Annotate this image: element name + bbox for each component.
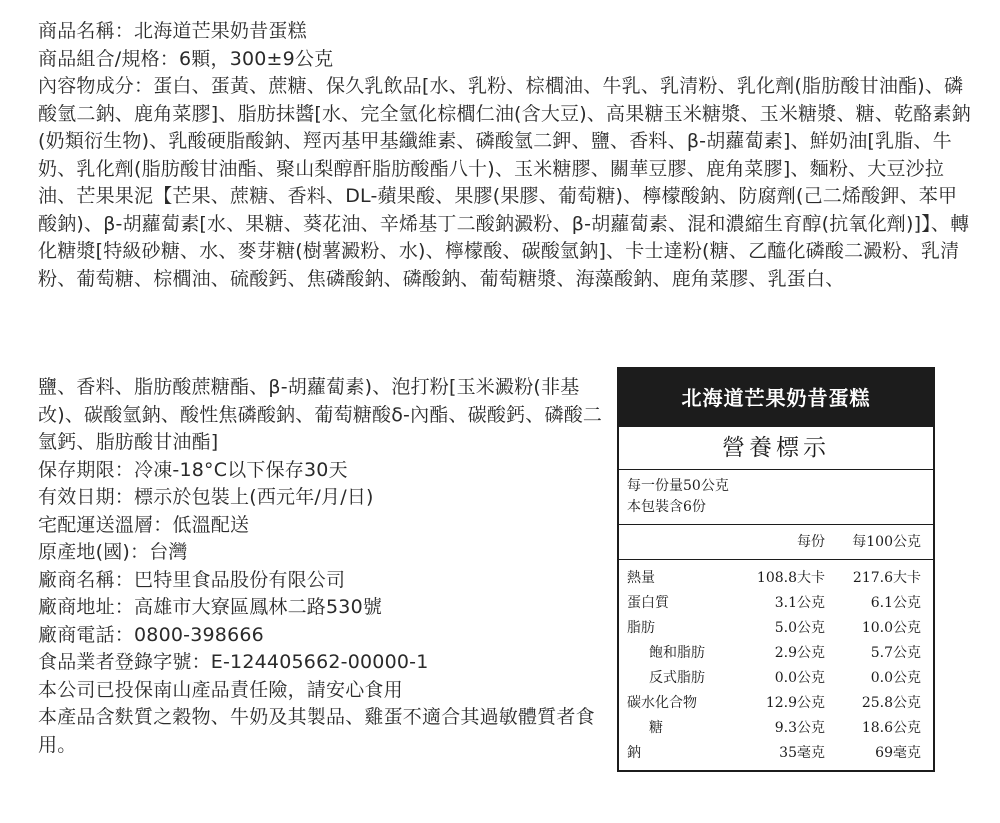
nutrient-per-100g: 25.8公克	[861, 695, 921, 711]
nutrition-row-calories	[619, 566, 933, 591]
servings-per-pack: 本包裝含6份	[627, 499, 706, 515]
nutrient-per-100g: 0.0公克	[870, 670, 921, 686]
nutrient-per-serving: 35毫克	[779, 745, 825, 761]
nutrient-name: 飽和脂肪	[649, 645, 705, 661]
nutrient-per-100g: 10.0公克	[861, 620, 921, 636]
nutrient-per-100g: 6.1公克	[870, 595, 921, 611]
nutrient-per-serving: 108.8大卡	[756, 570, 825, 586]
expiry-line: 有效日期：標示於包裝上(西元年/月/日)	[38, 486, 374, 508]
serving-info	[619, 470, 933, 525]
nutrition-rows	[619, 560, 933, 770]
column-header-per-serving: 每份	[797, 534, 825, 550]
nutrient-name: 脂肪	[627, 620, 655, 636]
column-header-blank	[619, 525, 729, 559]
ingredients-text: 內容物成分：蛋白、蛋黃、蔗糖、保久乳飲品[水、乳粉、棕櫚油、牛乳、乳清粉、乳化劑(脂肪酸甘油酯)、磷酸氫二鈉、鹿角菜膠]、脂肪抹醬[水、完全氫化棕櫚仁油(含大豆)、高果糖玉米糖漿、玉米糖漿、糖、乾酪素鈉(奶類衍生物)、乳酸硬脂酸鈉、羥丙基甲基纖維素、磷酸氫二鉀、鹽、香料、β-胡蘿蔔素]、鮮奶油[乳脂、牛奶、乳化劑(脂肪酸甘油酯、聚山梨醇酐脂肪酸酯八十)、玉米糖膠、關華豆膠、鹿角菜膠]、麵粉、大豆沙拉油、芒果果泥【芒果、蔗糖、香料、DL-蘋果酸、果膠(果膠、葡萄糖)、檸檬酸鈉、防腐劑(己二烯酸鉀、苯甲酸鈉)、β-胡蘿蔔素[水、果糖、葵花油、辛烯基丁二酸鈉澱粉、β-胡蘿蔔素、混和濃縮生育醇(抗氧化劑)]】、轉化糖漿[特級砂糖、水、麥芽糖(樹薯澱粉、水)、檸檬酸、碳酸氫鈉]、卡士達粉(糖、乙醯化磷酸二澱粉、乳清粉、葡萄糖、棕櫚油、硫酸鈣、焦磷酸鈉、磷酸鈉、葡萄糖漿、海藻酸鈉、鹿角菜膠、乳蛋白、	[38, 75, 971, 290]
nutrition-product-name: 北海道芒果奶昔蛋糕	[619, 369, 933, 427]
product-name-line: 商品名稱：北海道芒果奶昔蛋糕	[38, 20, 307, 42]
nutrition-row-trans-fat	[619, 666, 933, 691]
insurance-line: 本公司已投保南山產品責任險，請安心食用	[38, 678, 403, 701]
nutrition-row-sodium	[619, 741, 933, 766]
nutrient-name: 糖	[649, 720, 663, 736]
manufacturer-address-line: 廠商地址：高雄市大寮區鳳林二路530號	[38, 596, 383, 618]
shelf-life-line: 保存期限：冷凍-18°C以下保存30天	[38, 458, 348, 481]
manufacturer-name-line: 廠商名稱：巴特里食品股份有限公司	[38, 568, 346, 591]
nutrient-per-100g: 18.6公克	[861, 720, 921, 736]
ingredients-continued: 鹽、香料、脂肪酸蔗糖酯、β-胡蘿蔔素)、泡打粉[玉米澱粉(非基改)、碳酸氫鈉、酸性焦磷酸鈉、葡萄糖酸δ-內酯、碳酸鈣、磷酸二氫鈣、脂肪酸甘油酯]	[38, 376, 603, 453]
nutrition-row-fat	[619, 616, 933, 641]
nutrient-name: 蛋白質	[627, 595, 669, 611]
nutrient-name: 反式脂肪	[649, 670, 705, 686]
nutrient-per-serving: 12.9公克	[765, 695, 825, 711]
nutrient-per-100g: 69毫克	[875, 745, 921, 761]
nutrition-title: 營養標示	[619, 427, 933, 470]
nutrient-per-serving: 0.0公克	[774, 670, 825, 686]
manufacturer-phone-line: 廠商電話：0800-398666	[38, 623, 264, 646]
nutrition-row-carbohydrate	[619, 691, 933, 716]
allergen-warning: 本產品含麩質之穀物、牛奶及其製品、雞蛋不適合其過敏體質者食用。	[38, 706, 595, 756]
nutrient-per-serving: 9.3公克	[774, 720, 825, 736]
product-info-bottom	[38, 374, 618, 759]
nutrient-name: 碳水化合物	[627, 695, 697, 711]
nutrient-name: 熱量	[627, 570, 655, 586]
nutrition-facts-table	[617, 367, 935, 772]
nutrition-row-protein	[619, 591, 933, 616]
product-info-top	[38, 18, 973, 293]
serving-size: 每一份量50公克	[627, 478, 729, 494]
nutrient-per-serving: 5.0公克	[774, 620, 825, 636]
nutrient-name: 鈉	[627, 745, 641, 761]
nutrient-per-serving: 3.1公克	[774, 595, 825, 611]
origin-line: 原產地(國)：台灣	[38, 541, 188, 563]
nutrition-row-sugar	[619, 716, 933, 741]
column-header-per-100g: 每100公克	[852, 534, 921, 550]
nutrient-per-100g: 5.7公克	[870, 645, 921, 661]
registration-number-line: 食品業者登錄字號：E-124405662-00000-1	[38, 651, 429, 673]
nutrition-row-saturated-fat	[619, 641, 933, 666]
nutrition-column-header	[619, 525, 933, 560]
product-spec-line: 商品組合/規格：6顆，300±9公克	[38, 47, 334, 70]
nutrient-per-serving: 2.9公克	[774, 645, 825, 661]
delivery-temp-line: 宅配運送溫層：低溫配送	[38, 513, 250, 536]
nutrient-per-100g: 217.6大卡	[852, 570, 921, 586]
